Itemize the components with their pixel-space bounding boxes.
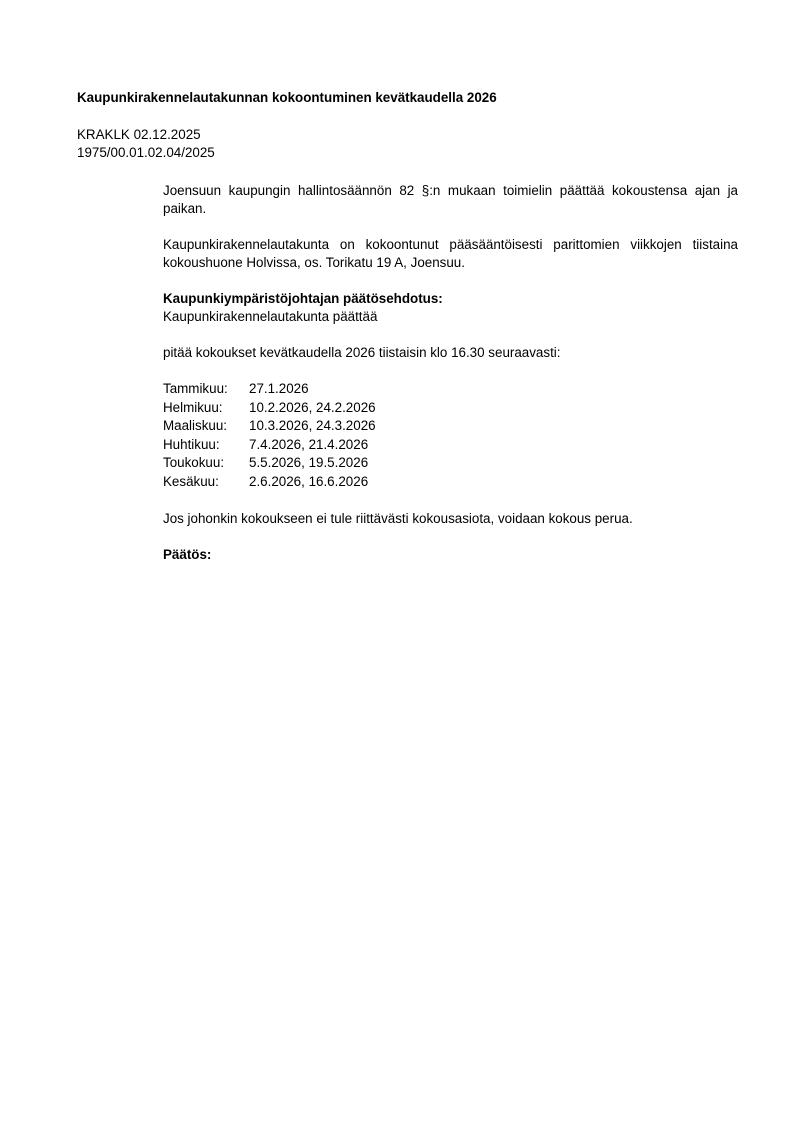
- schedule-row: [163, 473, 738, 492]
- document-body: [163, 182, 738, 582]
- proposal-line: Kaupunkirakennelautakunta päättää: [163, 309, 378, 324]
- schedule-row: [163, 380, 738, 399]
- paragraph-meeting-place: Kaupunkirakennelautakunta on kokoontunut pääsääntöisesti parittomien viikkojen tiistaina kokoushuone Holvissa, os. Torikatu 19 A, Joensuu.: [163, 237, 738, 270]
- proposal-block: [163, 290, 738, 326]
- schedule-dates: 2.6.2026, 16.6.2026: [249, 473, 369, 489]
- cancel-note: Jos johonkin kokoukseen ei tule riittävästi kokousasiota, voidaan kokous perua.: [163, 510, 633, 526]
- schedule-month: Helmikuu:: [163, 399, 223, 415]
- schedule-month: Kesäkuu:: [163, 473, 219, 489]
- decision-heading: Päätös:: [163, 546, 212, 562]
- schedule-month: Huhtikuu:: [163, 436, 220, 452]
- schedule-dates: 27.1.2026: [249, 381, 309, 396]
- schedule-dates: 5.5.2026, 19.5.2026: [249, 455, 369, 471]
- schedule-month: Toukokuu:: [163, 455, 225, 471]
- schedule-dates: 7.4.2026, 21.4.2026: [249, 436, 369, 452]
- proposal-heading: Kaupunkiympäristöjohtajan päätösehdotus:: [163, 291, 443, 306]
- schedule-dates: 10.2.2026, 24.2.2026: [249, 399, 376, 415]
- schedule-month: Maaliskuu:: [163, 418, 228, 434]
- schedule-row: [163, 436, 738, 455]
- document-meta: [77, 126, 215, 162]
- schedule-month: Tammikuu:: [163, 381, 228, 396]
- meeting-reference: KRAKLK 02.12.2025: [77, 127, 201, 142]
- paragraph-admin-rule: Joensuun kaupungin hallintosäännön 82 §:n mukaan toimielin päättää kokoustensa ajan ja paikan.: [163, 183, 738, 216]
- schedule-intro: pitää kokoukset kevätkaudella 2026 tiistaisin klo 16.30 seuraavasti:: [163, 345, 561, 360]
- meeting-schedule: [163, 380, 738, 492]
- schedule-row: [163, 454, 738, 473]
- document-title: Kaupunkirakennelautakunnan kokoontuminen kevätkaudella 2026: [77, 90, 497, 105]
- schedule-row: [163, 417, 738, 436]
- schedule-dates: 10.3.2026, 24.3.2026: [249, 418, 376, 434]
- schedule-row: [163, 399, 738, 418]
- case-number: 1975/00.01.02.04/2025: [77, 145, 215, 160]
